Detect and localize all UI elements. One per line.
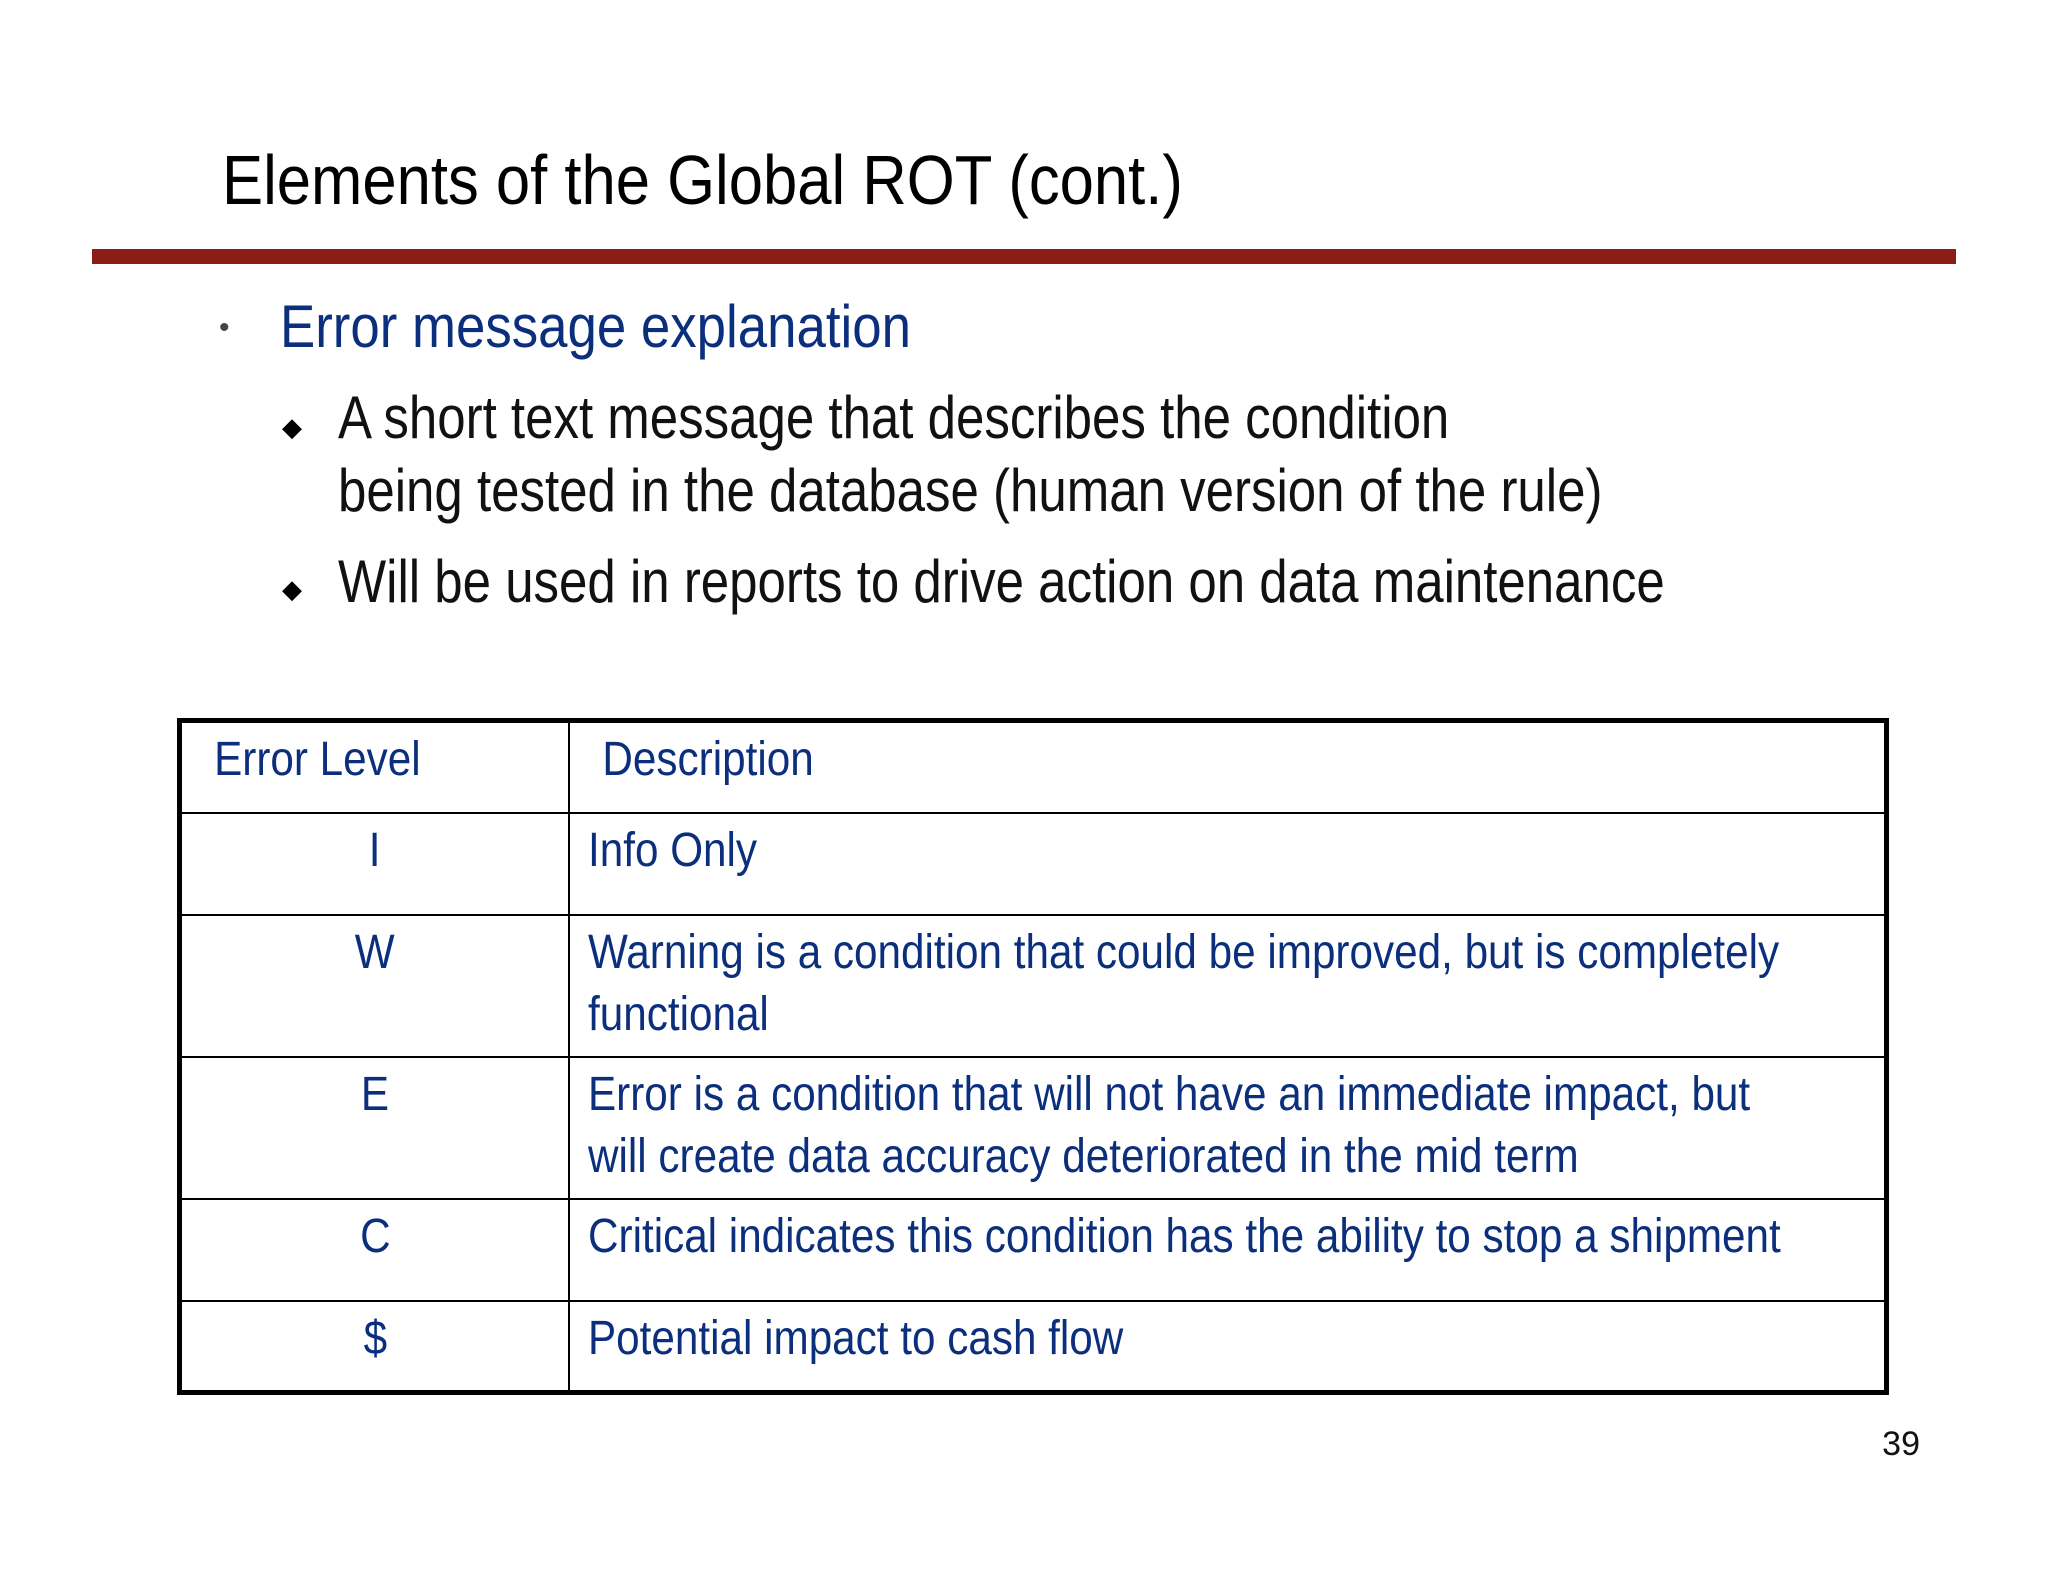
table-row [182, 1199, 1884, 1301]
description-cell: Error is a condition that will not have an immediate impact, but will create data accuracy deteriorated in the mid term [569, 1057, 1884, 1199]
description-cell: Info Only [569, 813, 1884, 915]
table-row [182, 1057, 1884, 1199]
error-level-table [177, 718, 1889, 1395]
description-cell: Warning is a condition that could be improved, but is completely functional [569, 915, 1884, 1057]
diamond-bullet-icon: ◆ [282, 412, 302, 442]
table-row [182, 813, 1884, 915]
bullet-dot-icon: • [219, 311, 230, 344]
page-number: 39 [1882, 1425, 1920, 1463]
main-bullet: Error message explanation [280, 293, 912, 360]
level-cell: C [182, 1199, 569, 1301]
sub-bullet-1-line-2: being tested in the database (human version of the rule) [338, 457, 1603, 524]
sub-bullet-2-line-1: Will be used in reports to drive action on data maintenance [338, 548, 1665, 615]
level-cell: E [182, 1057, 569, 1199]
description-cell: Potential impact to cash flow [569, 1301, 1884, 1390]
slide-title: Elements of the Global ROT (cont.) [222, 141, 1183, 219]
level-cell: $ [182, 1301, 569, 1390]
header-cell-error-level: Error Level [182, 723, 569, 813]
sub-bullet-1-line-1: A short text message that describes the condition [338, 384, 1450, 451]
header-cell-description: Description [569, 723, 1884, 813]
level-cell: W [182, 915, 569, 1057]
title-divider [92, 249, 1956, 264]
diamond-bullet-icon: ◆ [282, 574, 302, 604]
level-cell: I [182, 813, 569, 915]
table-row [182, 915, 1884, 1057]
table-header-row [182, 723, 1884, 813]
table-row [182, 1301, 1884, 1390]
description-cell: Critical indicates this condition has the ability to stop a shipment [569, 1199, 1884, 1301]
